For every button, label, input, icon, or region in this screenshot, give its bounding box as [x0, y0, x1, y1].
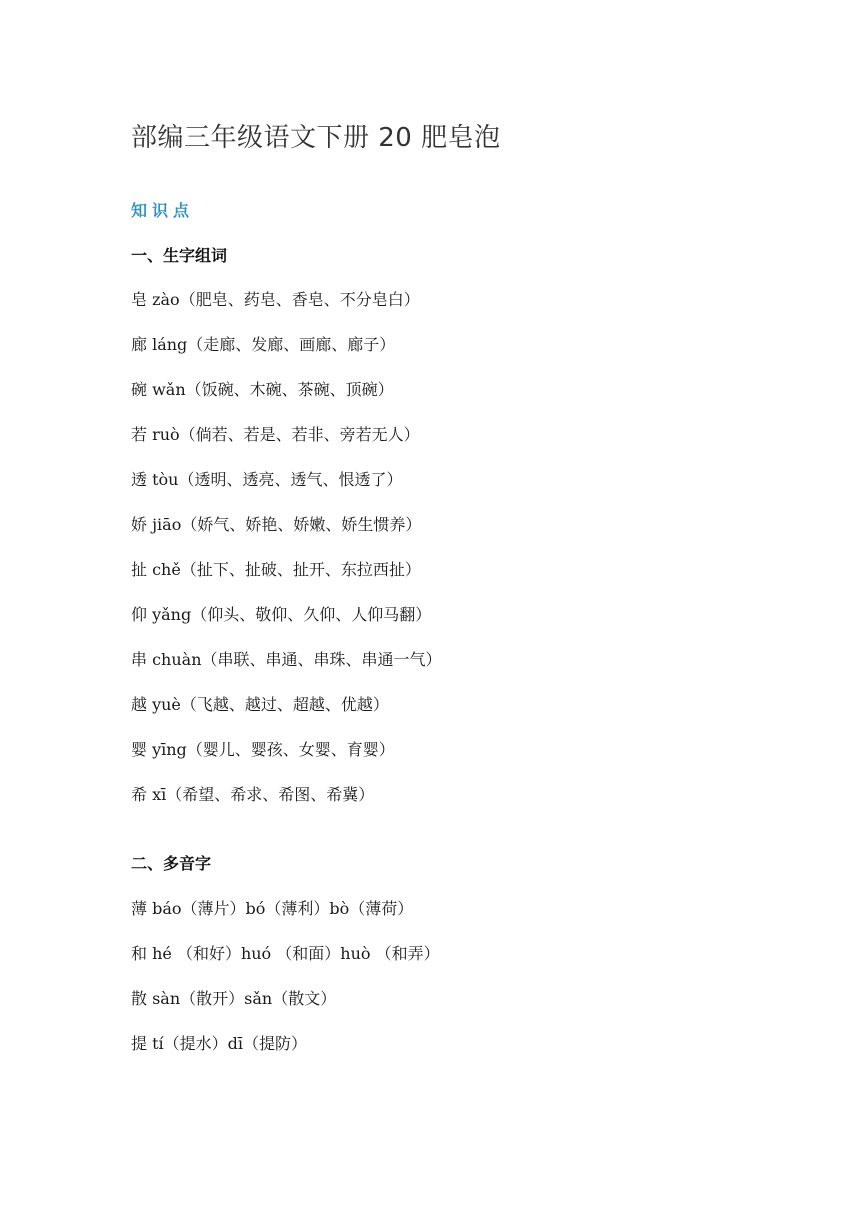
list-item: 碗 wǎn（饭碗、木碗、茶碗、顶碗） [131, 380, 394, 399]
section-heading-new-characters: 一、生字组词 [131, 246, 228, 265]
list-item: 越 yuè（飞越、越过、超越、优越） [131, 695, 389, 714]
list-item: 若 ruò（倘若、若是、若非、旁若无人） [131, 425, 420, 444]
list-item: 娇 jiāo（娇气、娇艳、娇嫩、娇生惯养） [131, 515, 422, 534]
knowledge-points-label: 知识点 [131, 201, 195, 220]
list-item: 透 tòu（透明、透亮、透气、恨透了） [131, 470, 403, 489]
section-heading-polyphones: 二、多音字 [131, 854, 212, 873]
new-characters-list [131, 288, 442, 828]
list-item: 串 chuàn（串联、串通、串珠、串通一气） [131, 650, 442, 669]
polyphones-list [131, 897, 440, 1077]
list-item: 和 hé （和好）huó （和面）huò （和弄） [131, 944, 440, 963]
list-item: 提 tí（提水）dī（提防） [131, 1034, 307, 1053]
list-item: 希 xī（希望、希求、希图、希冀） [131, 785, 375, 804]
list-item: 薄 báo（薄片）bó（薄利）bò（薄荷） [131, 899, 414, 918]
list-item: 婴 yīng（婴儿、婴孩、女婴、育婴） [131, 740, 395, 759]
list-item: 仰 yǎng（仰头、敬仰、久仰、人仰马翻） [131, 605, 432, 624]
list-item: 皂 zào（肥皂、药皂、香皂、不分皂白） [131, 290, 420, 309]
list-item: 散 sàn（散开）sǎn（散文） [131, 989, 337, 1008]
list-item: 扯 chě（扯下、扯破、扯开、东拉西扯） [131, 560, 421, 579]
page-title: 部编三年级语文下册 20 肥皂泡 [131, 123, 501, 153]
list-item: 廊 láng（走廊、发廊、画廊、廊子） [131, 335, 396, 354]
